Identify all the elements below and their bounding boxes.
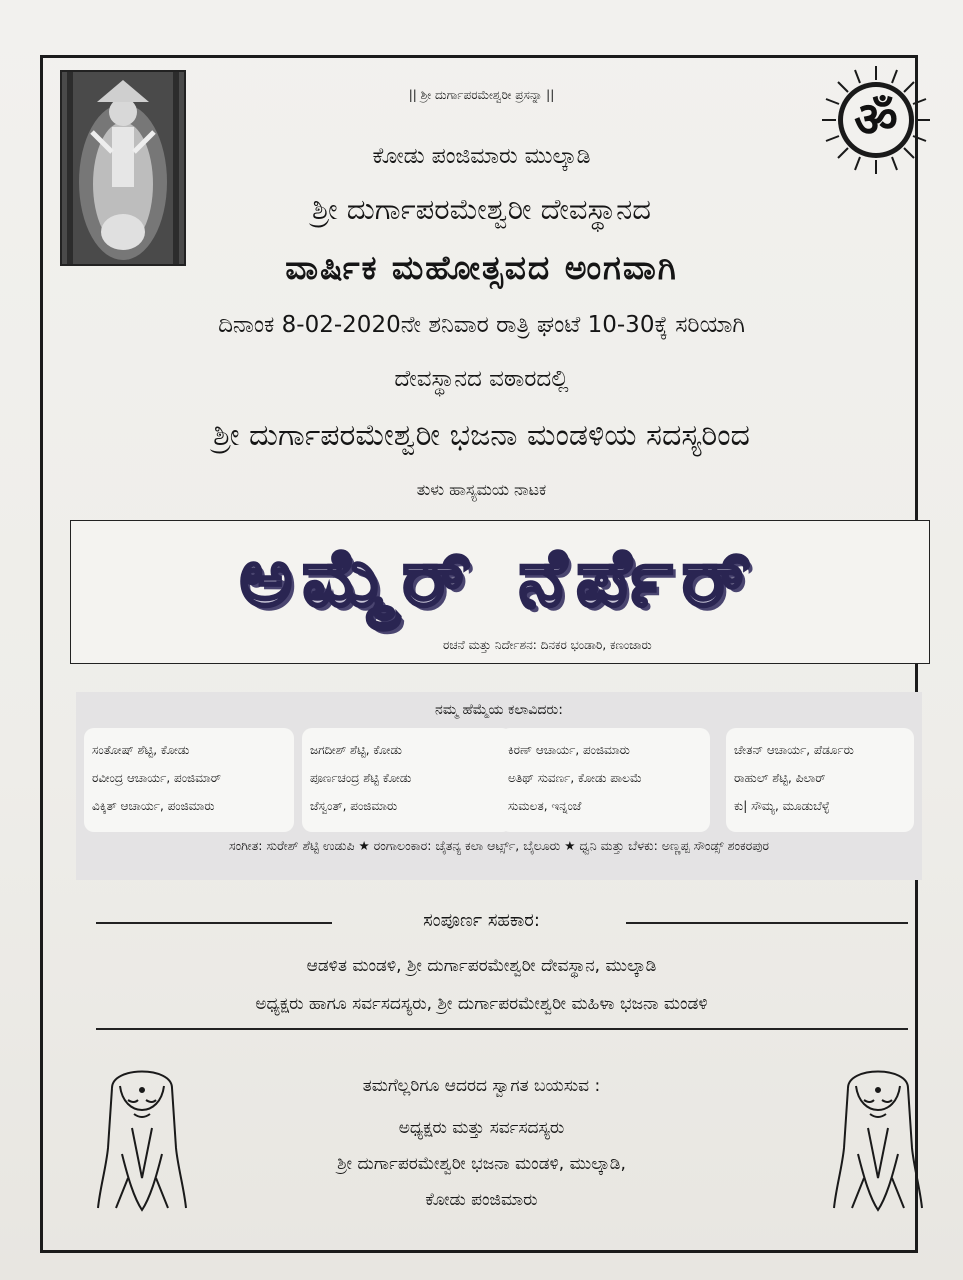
welcome-line-2: ಅಧ್ಯಕ್ಷರು ಮತ್ತು ಸರ್ವಸದಸ್ಯರು [398, 1118, 565, 1138]
cast-panel [76, 692, 922, 880]
venue-line: ದೇವಸ್ಥಾನದ ವಠಾರದಲ್ಲಿ [394, 366, 569, 392]
play-title: ಅಮ್ಮೆರ್ ನೆರ್ಪೆರ್ [239, 531, 761, 624]
welcome-line-1: ತಮಗೆಲ್ಲರಿಗೂ ಆದರದ ಸ್ವಾಗತ ಬಯಸುವ : [362, 1076, 601, 1096]
welcome-line-3: ಶ್ರೀ ದುರ್ಗಾಪರಮೇಶ್ವರೀ ಭಜನಾ ಮಂಡಳಿ, ಮುಲ್ಕಾಡಿ, [337, 1154, 626, 1174]
play-credit: ರಚನೆ ಮತ್ತು ನಿರ್ದೇಶನ: ದಿನಕರ ಭಂಡಾರಿ, ಕಣಂಜಾರು [443, 638, 652, 652]
date-line: ದಿನಾಂಕ 8-02-2020ನೇ ಶನಿವಾರ ರಾತ್ರಿ ಘಂಟೆ 10-30ಕ್ಕೆ ಸರಿಯಾಗಿ [218, 312, 745, 338]
cast-column-1 [84, 728, 294, 832]
cast-heading: ನಮ್ಮ ಹೆಮ್ಮೆಯ ಕಲಾವಿದರು: [435, 702, 563, 718]
play-title-box [70, 520, 930, 664]
troupe-line: ಶ್ರೀ ದುರ್ಗಾಪರಮೇಶ್ವರೀ ಭಜನಾ ಮಂಡಳಿಯ ಸದಸ್ಯರಿಂದ [213, 418, 750, 453]
cast-member: ಚೇತನ್ ಆಚಾರ್ಯ, ಪೆರ್ಡೂರು [734, 743, 854, 757]
festival-heading: ವಾರ್ಷಿಕ ಮಹೋತ್ಸವದ ಅಂಗವಾಗಿ [285, 248, 678, 287]
village-name: ಕೋಡು ಪಂಜಿಮಾರು ಮುಲ್ಕಾಡಿ [372, 144, 591, 169]
cast-column-4 [726, 728, 914, 832]
cast-member: ರವೀಂದ್ರ ಆಚಾರ್ಯ, ಪಂಜಿಮಾರ್ [92, 771, 221, 785]
cooperation-heading: ಸಂಪೂರ್ಣ ಸಹಕಾರ: [423, 910, 540, 931]
cast-member: ಸಂತೋಷ್ ಶೆಟ್ಟಿ, ಕೋಡು [92, 743, 190, 757]
divider-full [96, 1028, 908, 1030]
cast-member: ಕಿರಣ್ ಆಚಾರ್ಯ, ಪಂಜಿಮಾರು [508, 743, 630, 757]
cast-member: ಅತಿಥ್ ಸುವರ್ಣ, ಕೋಡು ಪಾಲಮೆ [508, 771, 642, 785]
temple-name: ಶ್ರೀ ದುರ್ಗಾಪರಮೇಶ್ವರೀ ದೇವಸ್ಥಾನದ [312, 192, 651, 226]
cast-member: ವಿಕ್ಕಿತ್ ಆಚಾರ್ಯ, ಪಂಜಿಮಾರು [92, 799, 215, 813]
cast-member: ರಾಹುಲ್ ಶೆಟ್ಟಿ, ಪಿಲಾರ್ [734, 771, 826, 785]
cast-member: ಜಗದೀಶ್ ಶೆಟ್ಟಿ, ಕೋಡು [310, 743, 402, 757]
cast-member: ಪೂರ್ಣಚಂದ್ರ ಶೆಟ್ಟಿ ಕೋಡು [310, 771, 412, 785]
cast-member: ಸುಮಲತ, ಇನ್ನಂಜೆ [508, 799, 582, 813]
cast-column-2 [302, 728, 512, 832]
support-credits: ಸಂಗೀತ: ಸುರೇಶ್ ಶೆಟ್ಟಿ ಉಡುಪಿ ★ ರಂಗಾಲಂಕಾರ: ಚೈತನ್ಯ ಕಲಾ ಆರ್ಟ್ಸ್, ಬೈಲೂರು ★ ಧ್ವನಿ ಮತ್ತು ಬೆಳಕು: ಅಣ್ಣಪ್ಪ ಸೌಂಡ್ಸ್ ಶಂಕರಪುರ [228, 838, 770, 853]
genre-line: ತುಳು ಹಾಸ್ಯಮಯ ನಾಟಕ [416, 480, 547, 499]
cast-member: ಕು| ಸೌಮ್ಯ, ಮೂಡುಬೆಳ್ಳೆ [734, 799, 830, 813]
cast-member: ಜೆಸ್ವಂತ್, ಪಂಜಿಮಾರು [310, 799, 398, 813]
cooperation-line-1: ಆಡಳಿತ ಮಂಡಳಿ, ಶ್ರೀ ದುರ್ಗಾಪರಮೇಶ್ವರೀ ದೇವಸ್ಥಾನ, ಮುಲ್ಕಾಡಿ [306, 956, 657, 976]
welcome-line-4: ಕೋಡು ಪಂಜಿಮಾರು [425, 1190, 538, 1210]
svg-text:ॐ: ॐ [854, 92, 898, 148]
invocation-text: || ಶ್ರೀ ದುರ್ಗಾಪರಮೇಶ್ವರೀ ಪ್ರಸನ್ನಾ || [408, 88, 555, 102]
cooperation-line-2: ಅಧ್ಯಕ್ಷರು ಹಾಗೂ ಸರ್ವಸದಸ್ಯರು, ಶ್ರೀ ದುರ್ಗಾಪರಮೇಶ್ವರೀ ಮಹಿಳಾ ಭಜನಾ ಮಂಡಳಿ [255, 994, 708, 1014]
cast-column-3 [500, 728, 710, 832]
